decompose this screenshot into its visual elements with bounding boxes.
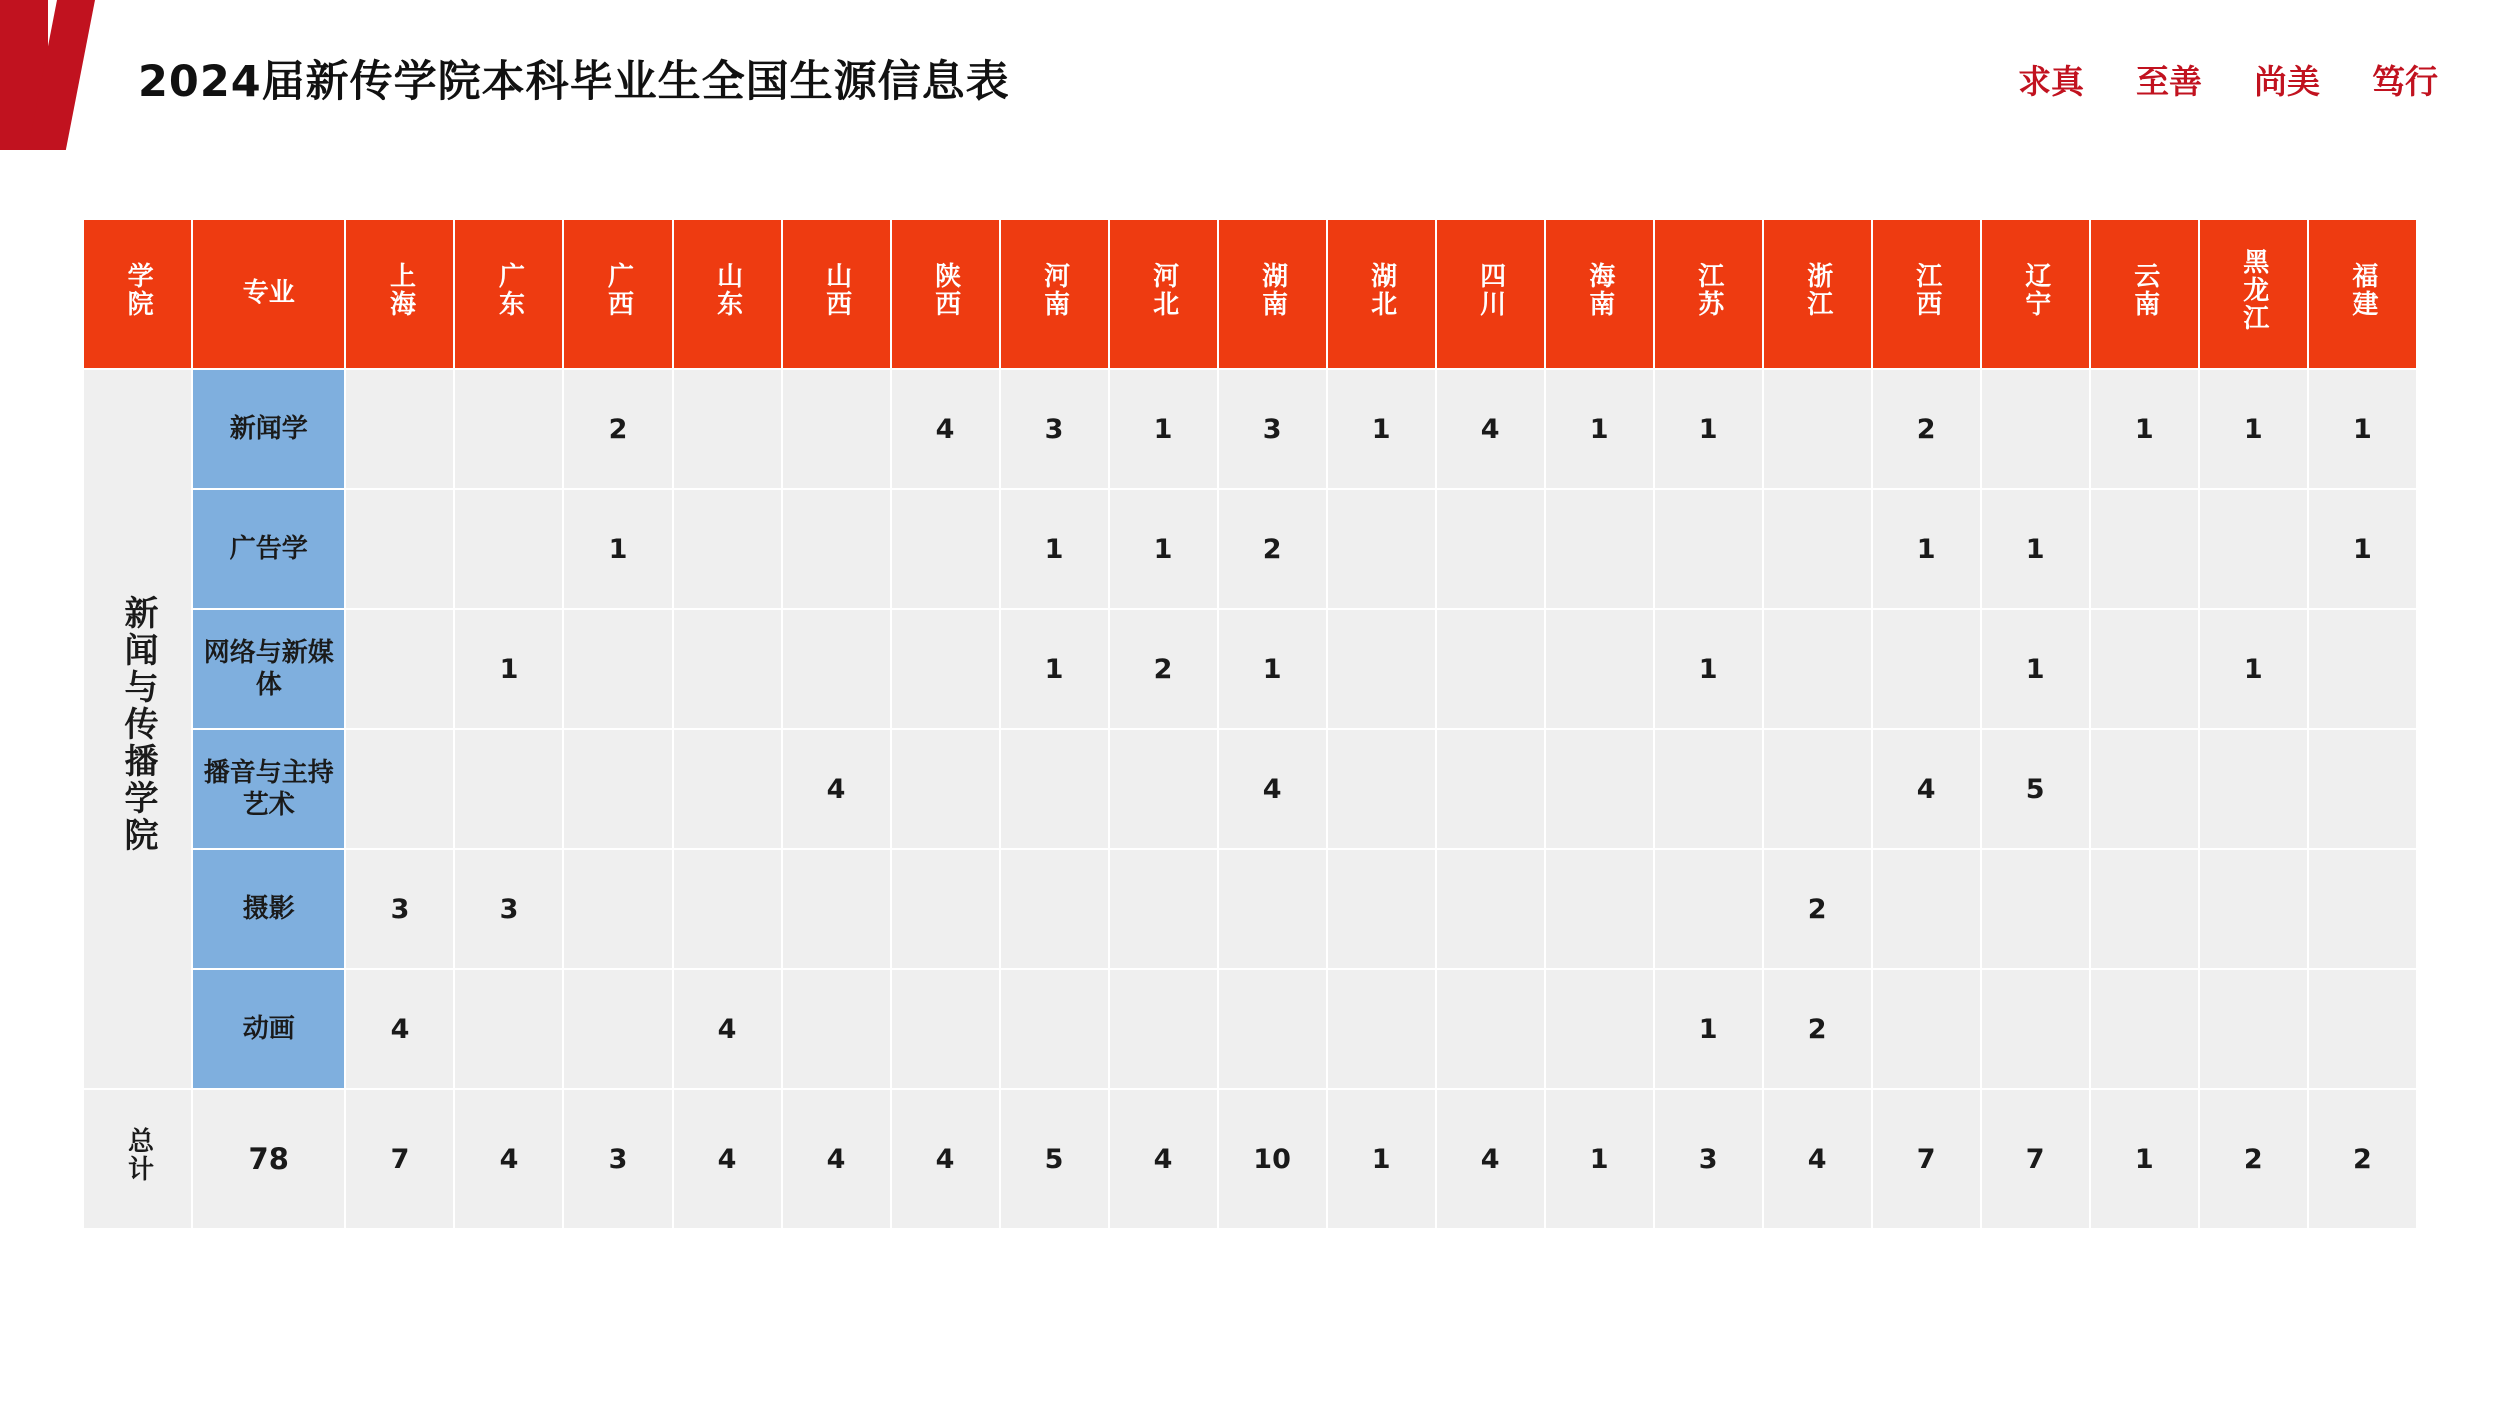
data-cell — [2090, 969, 2199, 1089]
data-cell — [1436, 609, 1545, 729]
data-cell: 1 — [1654, 369, 1763, 489]
data-cell — [345, 729, 454, 849]
data-cell — [1654, 729, 1763, 849]
table-row — [83, 489, 2417, 609]
data-cell: 1 — [2090, 369, 2199, 489]
data-cell — [1000, 729, 1109, 849]
col-header-province-7: 河南 — [1000, 219, 1109, 369]
data-cell: 1 — [2199, 369, 2308, 489]
data-cell: 3 — [1218, 369, 1327, 489]
data-cell — [345, 489, 454, 609]
data-cell — [1981, 369, 2090, 489]
data-cell — [454, 369, 563, 489]
data-cell — [1000, 849, 1109, 969]
total-cell: 1 — [1327, 1089, 1436, 1229]
data-cell — [1654, 849, 1763, 969]
col-header-province-10: 湖北 — [1327, 219, 1436, 369]
data-cell — [2090, 849, 2199, 969]
data-cell — [1763, 369, 1872, 489]
data-cell — [1436, 969, 1545, 1089]
data-cell — [1763, 729, 1872, 849]
col-header-province-8: 河北 — [1109, 219, 1218, 369]
total-cell: 10 — [1218, 1089, 1327, 1229]
data-cell — [1872, 849, 1981, 969]
college-name-cell: 新闻与传播学院 — [83, 369, 192, 1089]
data-cell: 1 — [1327, 369, 1436, 489]
data-cell: 3 — [345, 849, 454, 969]
data-cell — [1436, 729, 1545, 849]
total-cell: 7 — [1872, 1089, 1981, 1229]
data-cell: 1 — [1654, 969, 1763, 1089]
col-header-province-11: 四川 — [1436, 219, 1545, 369]
data-cell — [1763, 489, 1872, 609]
data-cell — [1109, 969, 1218, 1089]
data-cell — [1545, 489, 1654, 609]
data-cell — [782, 849, 891, 969]
major-name-cell: 新闻学 — [192, 369, 345, 489]
data-cell — [563, 609, 672, 729]
data-cell — [891, 609, 1000, 729]
data-cell — [673, 609, 782, 729]
major-name-cell: 广告学 — [192, 489, 345, 609]
total-label-cell: 总计 — [83, 1089, 192, 1229]
data-cell — [1872, 969, 1981, 1089]
total-cell: 7 — [1981, 1089, 2090, 1229]
data-cell: 4 — [345, 969, 454, 1089]
total-cell: 4 — [1436, 1089, 1545, 1229]
data-cell: 4 — [782, 729, 891, 849]
data-cell: 1 — [563, 489, 672, 609]
data-cell: 5 — [1981, 729, 2090, 849]
page-header — [0, 0, 2500, 150]
col-header-province-18: 黑龙江 — [2199, 219, 2308, 369]
data-cell — [1654, 489, 1763, 609]
data-cell — [1109, 849, 1218, 969]
col-header-college: 学院 — [83, 219, 192, 369]
table-row — [83, 849, 2417, 969]
data-cell — [2199, 969, 2308, 1089]
total-cell: 4 — [1763, 1089, 1872, 1229]
data-cell — [1981, 849, 2090, 969]
data-cell — [673, 849, 782, 969]
data-cell: 4 — [673, 969, 782, 1089]
data-cell — [1545, 849, 1654, 969]
total-cell: 4 — [673, 1089, 782, 1229]
col-header-province-3: 广西 — [563, 219, 672, 369]
major-name-cell: 摄影 — [192, 849, 345, 969]
data-cell — [2090, 489, 2199, 609]
total-cell: 1 — [1545, 1089, 1654, 1229]
major-name-cell: 播音与主持艺术 — [192, 729, 345, 849]
data-cell — [2308, 609, 2417, 729]
data-cell — [1872, 609, 1981, 729]
data-cell — [673, 369, 782, 489]
data-cell — [1327, 729, 1436, 849]
table-row — [83, 729, 2417, 849]
total-cell: 7 — [345, 1089, 454, 1229]
total-cell: 4 — [891, 1089, 1000, 1229]
motto-word-1: 求真 — [2018, 62, 2084, 101]
data-cell — [563, 849, 672, 969]
data-cell: 2 — [1763, 849, 1872, 969]
data-cell — [1218, 969, 1327, 1089]
data-cell: 2 — [1218, 489, 1327, 609]
table-header-row — [83, 219, 2417, 369]
data-cell — [891, 489, 1000, 609]
data-cell — [2090, 609, 2199, 729]
data-cell — [1327, 609, 1436, 729]
data-cell — [1436, 489, 1545, 609]
source-info-table — [82, 218, 2418, 1230]
motto-word-2: 至善 — [2136, 62, 2202, 101]
total-cell: 3 — [1654, 1089, 1763, 1229]
total-cell: 2 — [2308, 1089, 2417, 1229]
data-cell: 4 — [1218, 729, 1327, 849]
data-cell — [1763, 609, 1872, 729]
page-title: 2024届新传学院本科毕业生全国生源信息表 — [138, 57, 1010, 107]
data-cell — [782, 609, 891, 729]
data-cell: 2 — [1109, 609, 1218, 729]
col-header-province-19: 福建 — [2308, 219, 2417, 369]
data-cell — [2308, 969, 2417, 1089]
data-cell — [673, 489, 782, 609]
data-cell — [2199, 729, 2308, 849]
data-cell: 2 — [563, 369, 672, 489]
data-cell: 3 — [1000, 369, 1109, 489]
col-header-province-6: 陕西 — [891, 219, 1000, 369]
data-cell — [1981, 969, 2090, 1089]
motto-word-3: 尚美 — [2254, 62, 2320, 101]
major-name-cell: 动画 — [192, 969, 345, 1089]
col-header-province-5: 山西 — [782, 219, 891, 369]
data-cell — [563, 729, 672, 849]
col-header-province-9: 湖南 — [1218, 219, 1327, 369]
data-cell — [782, 489, 891, 609]
data-cell — [891, 849, 1000, 969]
data-cell — [1218, 849, 1327, 969]
col-header-province-2: 广东 — [454, 219, 563, 369]
source-info-table-container — [82, 218, 2418, 1230]
data-cell — [1436, 849, 1545, 969]
data-cell — [1327, 489, 1436, 609]
motto-group — [2018, 56, 2438, 103]
total-count-cell: 78 — [192, 1089, 345, 1229]
total-cell: 5 — [1000, 1089, 1109, 1229]
data-cell: 1 — [2308, 369, 2417, 489]
table-row — [83, 369, 2417, 489]
data-cell: 1 — [454, 609, 563, 729]
data-cell: 1 — [1872, 489, 1981, 609]
data-cell — [563, 969, 672, 1089]
col-header-province-13: 江苏 — [1654, 219, 1763, 369]
data-cell — [1327, 849, 1436, 969]
total-cell: 4 — [782, 1089, 891, 1229]
data-cell: 4 — [1436, 369, 1545, 489]
total-cell: 2 — [2199, 1089, 2308, 1229]
data-cell — [1545, 609, 1654, 729]
data-cell — [1545, 729, 1654, 849]
col-header-province-15: 江西 — [1872, 219, 1981, 369]
data-cell — [1327, 969, 1436, 1089]
motto-word-4: 笃行 — [2372, 62, 2438, 101]
data-cell — [673, 729, 782, 849]
data-cell: 1 — [1218, 609, 1327, 729]
total-cell: 4 — [454, 1089, 563, 1229]
data-cell — [345, 609, 454, 729]
data-cell — [1109, 729, 1218, 849]
total-row — [83, 1089, 2417, 1229]
data-cell: 1 — [2199, 609, 2308, 729]
data-cell — [2308, 849, 2417, 969]
total-cell: 4 — [1109, 1089, 1218, 1229]
col-header-province-12: 海南 — [1545, 219, 1654, 369]
data-cell — [782, 969, 891, 1089]
data-cell — [1545, 969, 1654, 1089]
data-cell — [2199, 489, 2308, 609]
data-cell — [345, 369, 454, 489]
data-cell — [891, 969, 1000, 1089]
table-row — [83, 969, 2417, 1089]
data-cell — [2199, 849, 2308, 969]
data-cell: 1 — [1109, 369, 1218, 489]
data-cell: 1 — [1981, 489, 2090, 609]
data-cell: 1 — [1981, 609, 2090, 729]
data-cell — [1000, 969, 1109, 1089]
major-name-cell: 网络与新媒体 — [192, 609, 345, 729]
data-cell — [782, 369, 891, 489]
col-header-province-16: 辽宁 — [1981, 219, 2090, 369]
data-cell: 4 — [891, 369, 1000, 489]
data-cell: 1 — [1545, 369, 1654, 489]
col-header-province-4: 山东 — [673, 219, 782, 369]
data-cell — [454, 489, 563, 609]
data-cell: 2 — [1872, 369, 1981, 489]
data-cell — [454, 969, 563, 1089]
col-header-province-14: 浙江 — [1763, 219, 1872, 369]
col-header-province-1: 上海 — [345, 219, 454, 369]
data-cell: 2 — [1763, 969, 1872, 1089]
data-cell: 4 — [1872, 729, 1981, 849]
data-cell: 1 — [2308, 489, 2417, 609]
data-cell: 1 — [1000, 609, 1109, 729]
col-header-province-17: 云南 — [2090, 219, 2199, 369]
data-cell — [454, 729, 563, 849]
total-cell: 1 — [2090, 1089, 2199, 1229]
data-cell: 1 — [1000, 489, 1109, 609]
total-cell: 3 — [563, 1089, 672, 1229]
data-cell — [2308, 729, 2417, 849]
data-cell: 1 — [1654, 609, 1763, 729]
table-row — [83, 609, 2417, 729]
data-cell — [891, 729, 1000, 849]
col-header-major: 专业 — [192, 219, 345, 369]
data-cell: 3 — [454, 849, 563, 969]
data-cell: 1 — [1109, 489, 1218, 609]
data-cell — [2090, 729, 2199, 849]
